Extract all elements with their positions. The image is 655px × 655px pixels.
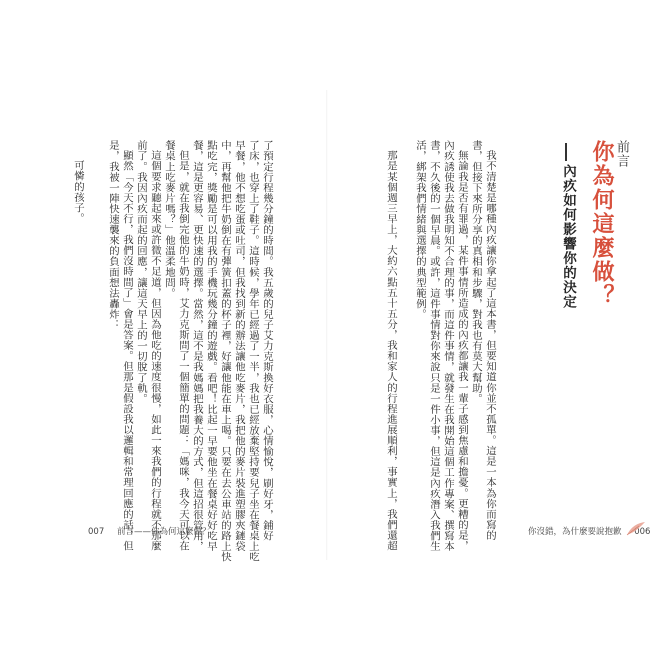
right-page-column: 書，不久後的一個早晨。或許，這件事情對你來說只是一件小事，但這是內疚潛入我們生: [428, 140, 440, 552]
chapter-subtitle: 內疚如何影響你的決定: [560, 164, 576, 309]
right-running-head: 你沒錯，為什麼要說抱歉: [528, 527, 622, 537]
left-running-head: 前言——你為何這麼做？: [116, 527, 211, 537]
left-page-column: 點吃完，獎勵是可以用我的手機玩幾分鐘的遊戲。看吧！比起一早要他坐在餐桌好好吃早: [205, 140, 217, 552]
page-gutter: [326, 90, 328, 560]
right-page-column: 無論我是否有罪過，某件事情所造成的內疚都讓我一輩子感到焦慮和擔憂。更糟的是，: [456, 150, 468, 551]
left-page-column: 但是，就在我倒完他的牛奶時，艾力克斯問了一個簡單的問題：「媽咪，我今天可以在: [177, 150, 189, 551]
right-page-column: 活，綁架我們情緒與選擇的典型範例。: [414, 140, 426, 320]
left-page-column: 中，再幫他把牛奶倒在有彈簧扣蓋的杯子裡，好讓他能在車上喝。只要在去公車站的路上快: [219, 140, 231, 562]
chapter-label: 前言: [614, 140, 629, 168]
subtitle-dash: [565, 143, 567, 161]
chapter-title: 你為何這麼做？: [589, 140, 614, 308]
left-page-footer: [88, 525, 220, 537]
right-page-column: 書，但接下來所分享的真相和步驟，對我也有莫大幫助。: [470, 140, 482, 404]
right-page-column: 內疚誘使我去做我明知不合理的事，而這件事情，就發生在我開始這個工作專案、撰寫本: [442, 140, 454, 552]
left-page-column: 顯然「今天不行，我們沒時間了」會是答案。但那是假設我以邏輯和常理回應的話，但: [121, 150, 133, 551]
left-page-column: 可憐的孩子。: [72, 160, 84, 224]
feather-icon: [625, 521, 647, 537]
left-page-column: 餐，這是更容易、更快速的選擇。當然，這不是我媽媽把我養大的方式，但這招很管用，: [191, 140, 203, 552]
left-page-column: 是，我被一陣快速襲來的負面想法轟炸：: [107, 140, 119, 330]
left-page-column: 這個要求聽起來或許微不足道，但因為他吃的速度很慢，如此一來我們的行程就不那麼: [149, 150, 161, 551]
left-page-number: 007: [88, 527, 105, 537]
left-page-column: 餐桌上吃麥片嗎？」他溫柔地問。: [163, 140, 175, 299]
left-page-column: 了床，也穿上了鞋子。這時候，學年已經過了一半，我也已經放棄堅持要兒子坐在餐桌上吃: [247, 140, 259, 562]
left-page-column: 早餐，他不想吃蛋或吐司，但我找到新的辦法讓他吃麥片，我把他的麥片裝進塑膠夾鏈袋: [233, 140, 245, 552]
left-page-column: 了預定行程幾分鐘的時間。我五歲的兒子艾力克斯換好衣服，心情愉悅，刷好牙，鋪好: [261, 140, 273, 541]
left-page-column: 前了。我因內疚而起的回應，讓這天早上的一切脫了軌。: [135, 140, 147, 404]
right-page-column: 我不清楚是哪種內疚讓你拿起了這本書，但要知道你並不孤單。這是一本為你而寫的: [484, 150, 496, 541]
right-page-column: 那是某個週三早上，大約六點五十五分，我和家人的行程進展順利，事實上，我們還超: [385, 150, 397, 551]
right-page-number: 006: [634, 527, 651, 537]
